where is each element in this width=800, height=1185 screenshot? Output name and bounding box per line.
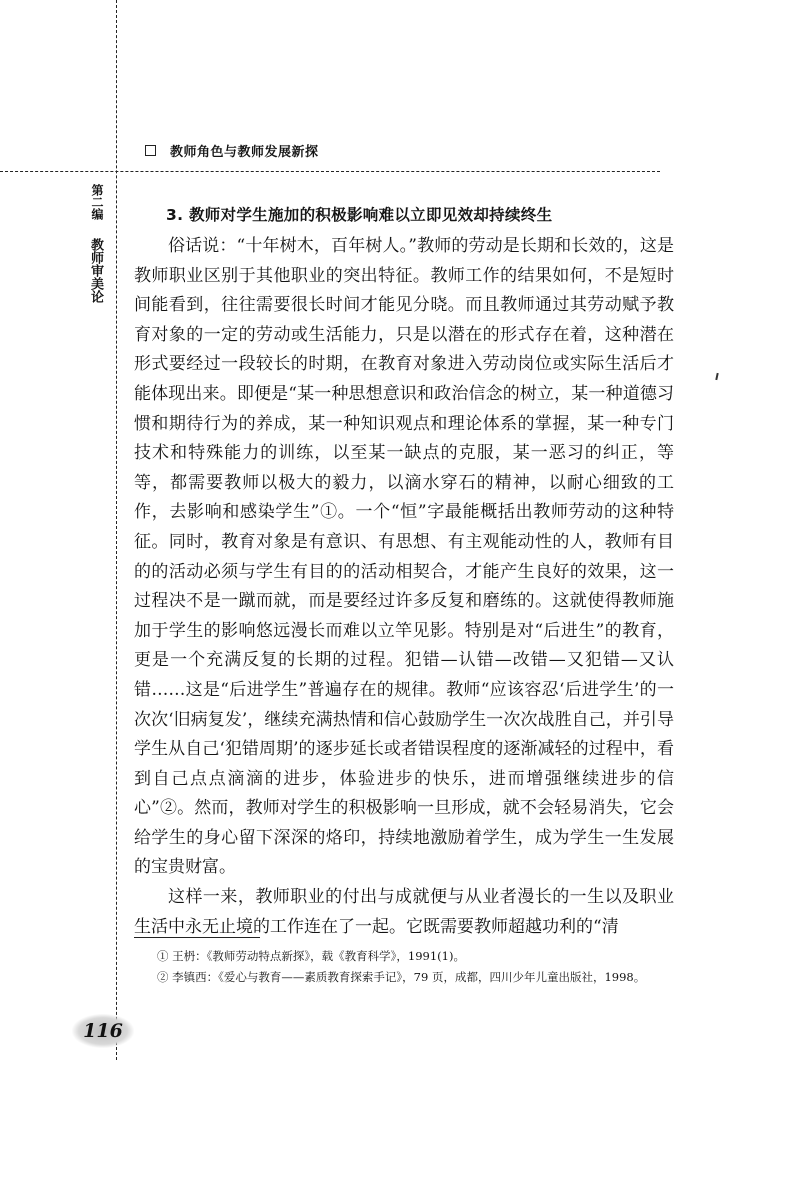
- side-part-label: 第二编: [90, 184, 104, 220]
- side-chapter-title: 教师审美论: [88, 238, 103, 303]
- paragraph: 俗话说：“十年树木，百年树人。”教师的劳动是长期和长效的，这是教师职业区别于其他职业的突出特征。教师工作的结果如何，不是短时间能看到，往往需要很长时间才能见分晓。而且教师通过其劳动赋予教育对象的一定的劳动或生活能力，只是以潜在的形式存在着，这种潜在形式要经过一段较长的时期，在教育对象进入劳动岗位或实际生活后才能体现出来。即便是“某一种思想意识和政治信念的树立，某一种道德习惯和期待行为的养成，某一种知识观点和理论体系的掌握，某一种专门技术和特殊能力的训练，以至某一缺点的克服，某一恶习的纠正，等等，都需要教师以极大的毅力，以滴水穿石的精神，以耐心细致的工作，去影响和感染学生”①。一个“恒”字最能概括出教师劳动的这种特征。同时，教育对象是有意识、有思想、有主观能动性的人，教师有目的的活动必须与学生有目的的活动相契合，才能产生良好的效果，这一过程决不是一蹴而就，而是要经过许多反复和磨练的。这就使得教师施加于学生的影响悠远漫长而难以立竿见影。特别是对“后进生”的教育，更是一个充满反复的长期的过程。犯错—认错—改错—又犯错—又认错……这是“后进学生”普遍存在的规律。教师“应该容忍‘后进学生’的一次次‘旧病复发’，继续充满热情和信心鼓励学生一次次战胜自己，并引导学生从自己‘犯错周期’的逐步延长或者错误程度的逐渐减轻的过程中，看到自己点点滴滴的进步，体验进步的快乐，进而增强继续进步的信心”②。然而，教师对学生的积极影响一旦形成，就不会轻易消失，它会给学生的身心留下深深的烙印，持续地激励着学生，成为学生一生发展的宝贵财富。: [134, 236, 674, 878]
- page-number: 116: [72, 1014, 134, 1048]
- footnote-rule: [134, 937, 260, 938]
- footnote: ② 李镇西：《爱心与教育——素质教育探索手记》，79 页，成都，四川少年儿童出版社，1998。: [157, 970, 646, 984]
- square-bullet-icon: [145, 145, 156, 156]
- header-dashed-line: [0, 171, 660, 172]
- footnote: ① 王枬：《教师劳动特点新探》，载《教育科学》，1991(1)。: [157, 949, 465, 963]
- body-text: [134, 232, 674, 942]
- book-title: 教师角色与教师发展新探: [170, 145, 319, 160]
- running-header: [145, 141, 319, 160]
- section-heading: 3. 教师对学生施加的积极影响难以立即见效却持续终生: [166, 206, 553, 224]
- stray-ink-mark: [715, 373, 718, 380]
- footnotes: [134, 946, 674, 988]
- binding-dashed-line: [116, 0, 117, 1060]
- paragraph: 这样一来，教师职业的付出与成就便与从业者漫长的一生以及职业生活中永无止境的工作连在了一起。它既需要教师超越功利的“清: [134, 887, 674, 937]
